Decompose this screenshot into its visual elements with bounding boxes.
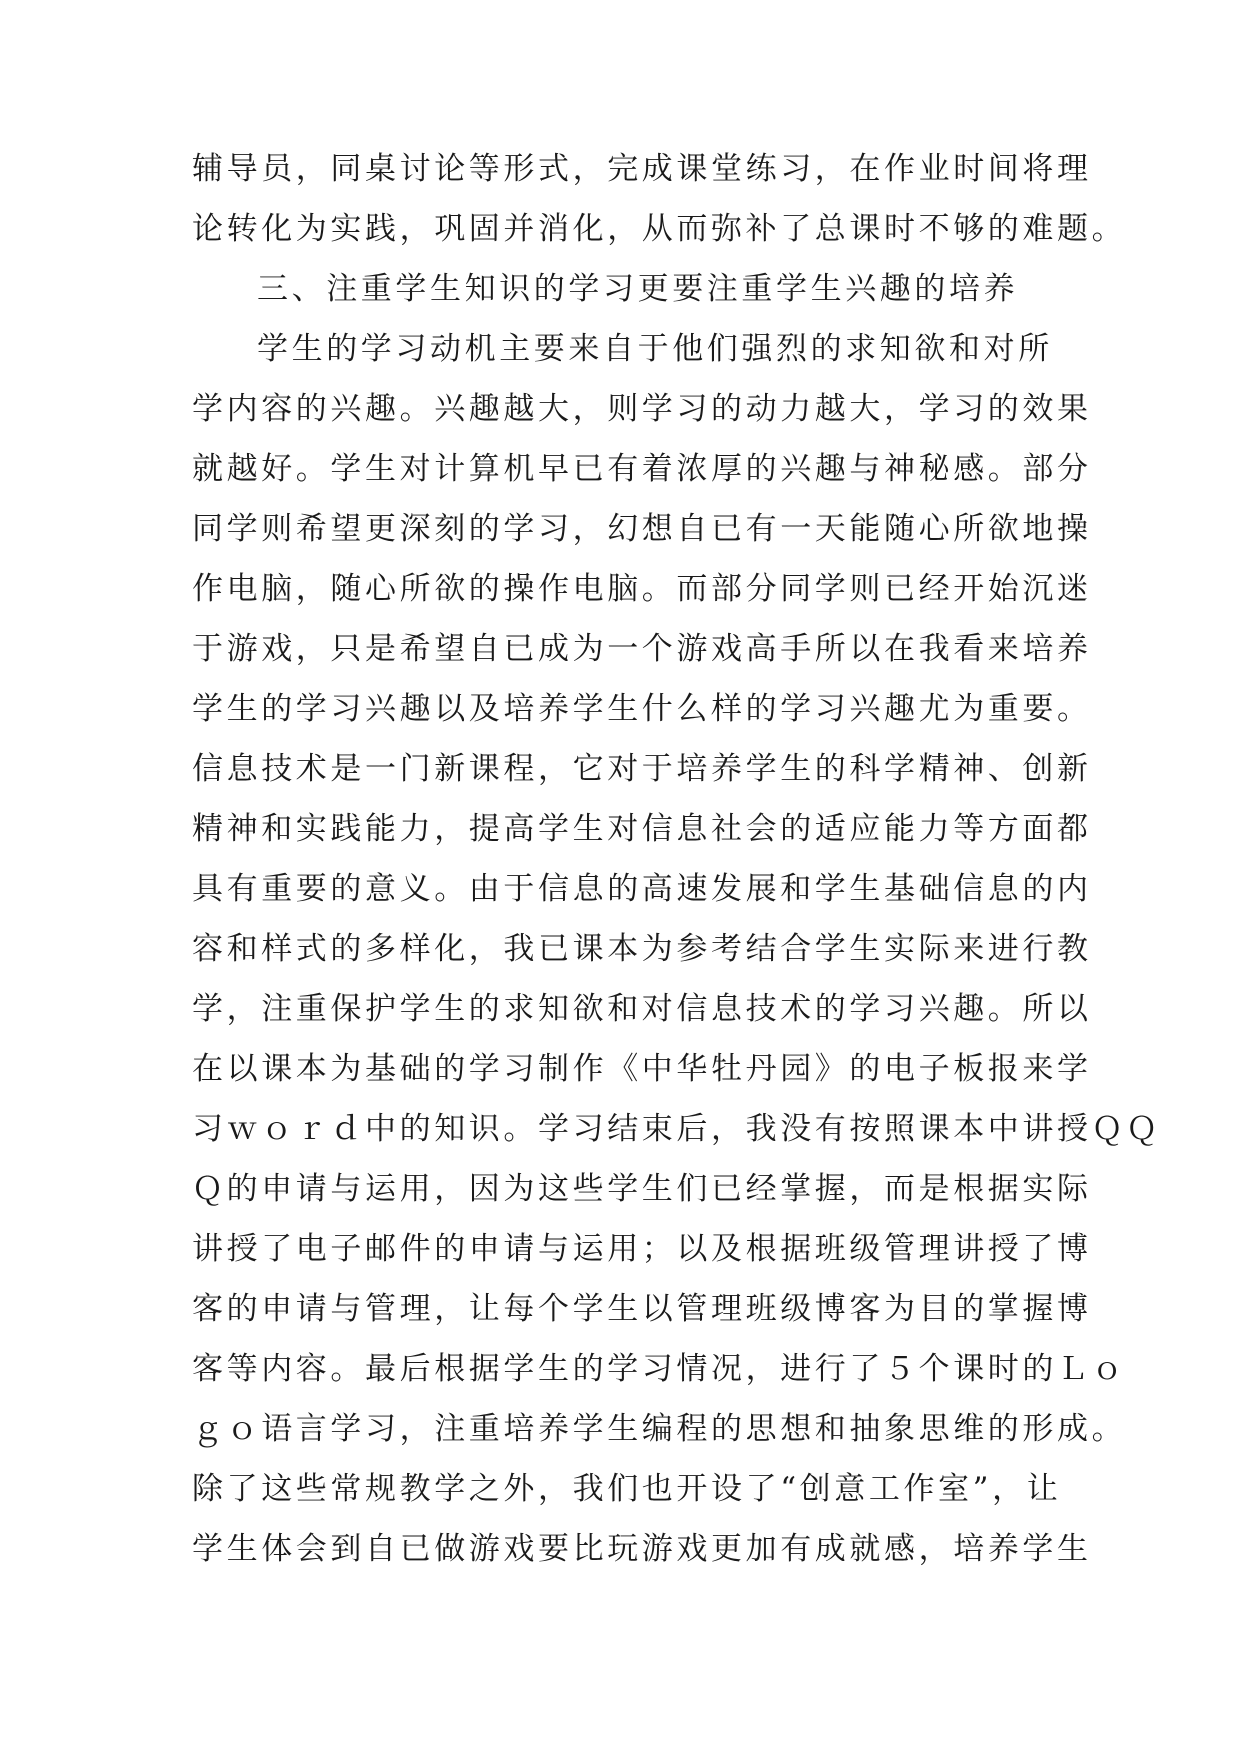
paragraph-line: 辅导员，同桌讨论等形式，完成课堂练习，在作业时间将理 bbox=[192, 151, 1092, 187]
paragraph-line: 精神和实践能力，提高学生对信息社会的适应能力等方面都 bbox=[192, 811, 1092, 847]
paragraph-line: 学内容的兴趣。兴趣越大，则学习的动力越大，学习的效果 bbox=[192, 391, 1092, 427]
paragraph-line: 客的申请与管理，让每个学生以管理班级博客为目的掌握博 bbox=[192, 1291, 1092, 1327]
paragraph-line: 具有重要的意义。由于信息的高速发展和学生基础信息的内 bbox=[192, 871, 1092, 907]
paragraph-line: 讲授了电子邮件的申请与运用；以及根据班级管理讲授了博 bbox=[192, 1231, 1092, 1267]
paragraph-line: 容和样式的多样化，我已课本为参考结合学生实际来进行教 bbox=[192, 931, 1092, 967]
paragraph-line: 就越好。学生对计算机早已有着浓厚的兴趣与神秘感。部分 bbox=[192, 451, 1092, 487]
paragraph-line: 客等内容。最后根据学生的学习情况，进行了５个课时的Ｌｏ bbox=[192, 1351, 1127, 1387]
paragraph-line: 学生的学习动机主要来自于他们强烈的求知欲和对所 bbox=[257, 331, 1053, 367]
paragraph-line: 在以课本为基础的学习制作《中华牡丹园》的电子板报来学 bbox=[192, 1051, 1092, 1087]
paragraph-line: 作电脑，随心所欲的操作电脑。而部分同学则已经开始沉迷 bbox=[192, 571, 1092, 607]
paragraph-line: 学生的学习兴趣以及培养学生什么样的学习兴趣尤为重要。 bbox=[192, 691, 1092, 727]
paragraph-line: 学，注重保护学生的求知欲和对信息技术的学习兴趣。所以 bbox=[192, 991, 1092, 1027]
paragraph-line: 除了这些常规教学之外，我们也开设了“创意工作室”，让 bbox=[192, 1471, 1062, 1507]
paragraph-line: ｇｏ语言学习，注重培养学生编程的思想和抽象思维的形成。 bbox=[192, 1411, 1127, 1447]
paragraph-line: 学生体会到自已做游戏要比玩游戏更加有成就感，培养学生 bbox=[192, 1531, 1092, 1567]
paragraph-line: 同学则希望更深刻的学习，幻想自已有一天能随心所欲地操 bbox=[192, 511, 1092, 547]
paragraph-line: 信息技术是一门新课程，它对于培养学生的科学精神、创新 bbox=[192, 751, 1092, 787]
paragraph-line: 于游戏，只是希望自已成为一个游戏高手所以在我看来培养 bbox=[192, 631, 1092, 667]
paragraph-line: 习ｗｏｒｄ中的知识。学习结束后，我没有按照课本中讲授ＱＱ bbox=[192, 1111, 1161, 1147]
paragraph-line: Ｑ的申请与运用，因为这些学生们已经掌握，而是根据实际 bbox=[192, 1171, 1092, 1207]
section-heading: 三、注重学生知识的学习更要注重学生兴趣的培养 bbox=[257, 271, 1019, 307]
paragraph-line: 论转化为实践，巩固并消化，从而弥补了总课时不够的难题。 bbox=[192, 211, 1127, 247]
